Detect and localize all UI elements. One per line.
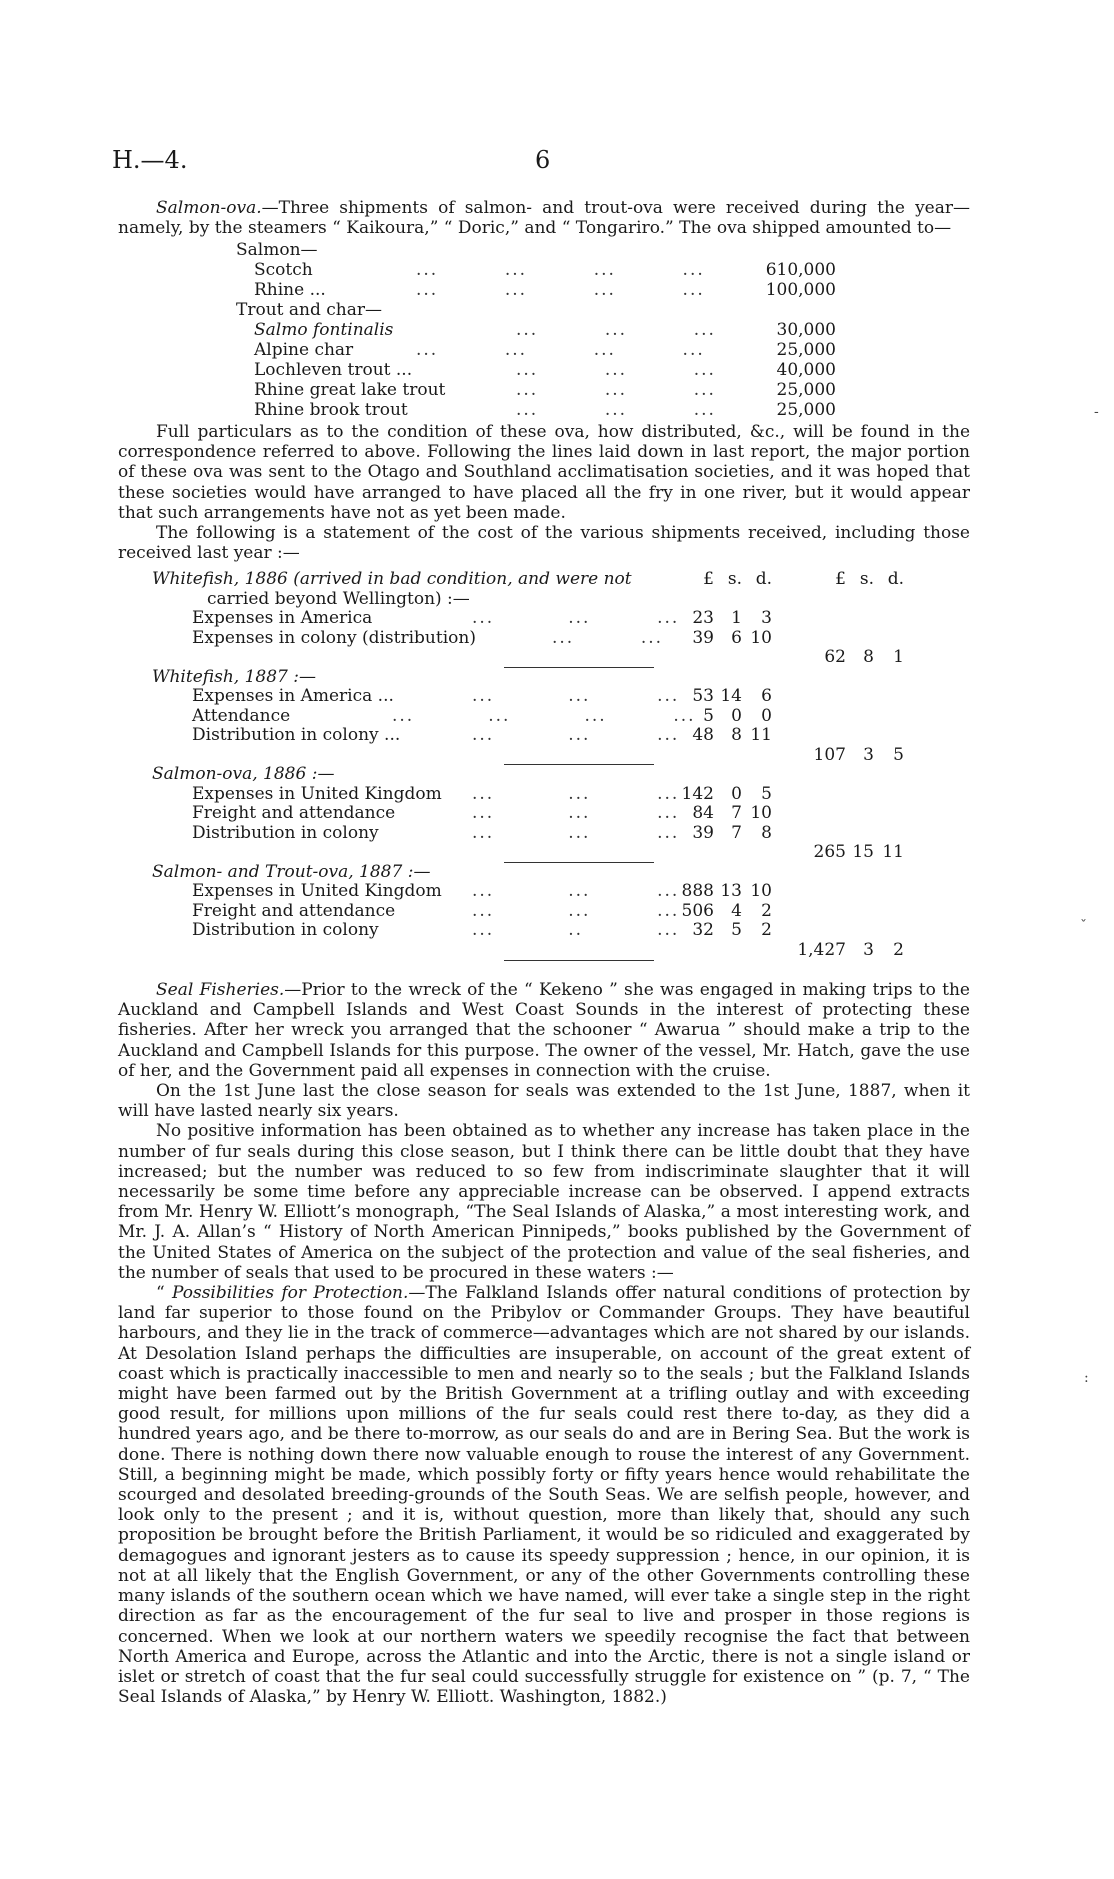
list-item: Scotch ... ... ... ... 610,000 bbox=[254, 260, 836, 280]
cost-statement: Whitefish, 1886 (arrived in bad condition, and were not £ s. d. £ s. d. carried beyond Wellington) :— Expenses in America ... ... ... 23 1 3 Expenses in colony (distribution) ... ... 39 6 10 62 8 1 Whitefish, 1887 :— Expenses in America ... ... ... ... 53 14 6 Attendance ... ... ... ... 5 0 0 Distribution in colony ... ... ... ... 48 8 11 107 3 5 Salmon-ova, 1886 :— Expenses in United Kingdom ... ... ... 142 0 5 Freight and attendance ... ... ... 84 7 10 Distribution in colony ... ... ... 39 7 8 265 15 11 Salmon- and Trout-ova, 1887 :— Expenses in United Kingdom ... ... ... 888 13 10 Freight and attendance ... ... ... 506 4 2 Distribution in colony ... .. ... 32 5 2 1,427 3 2 bbox=[152, 570, 912, 960]
paragraph: Full particulars as to the condition of these ova, how distributed, &c., will be found in the correspondence referred to above. Following the lines laid down in last report, the major portion of these ova was sent to the Otago and Southland acclimatisation societies, and it was hoped that these societies would have arranged to have placed all the fry in one river, but it would appear that such arrangements have not as yet been made. bbox=[118, 422, 970, 523]
list-item: Rhine great lake trout ... ... ... 25,000 bbox=[254, 380, 836, 400]
table-row: Distribution in colony ... ... ... ... 48 8 11 bbox=[192, 725, 772, 745]
salmon-heading: Salmon— bbox=[236, 240, 318, 260]
table-row: Distribution in colony ... ... ... 39 7 8 bbox=[192, 822, 772, 843]
col-header-2: £ s. d. bbox=[835, 569, 904, 589]
list-item: Rhine brook trout ... ... ... 25,000 bbox=[254, 400, 836, 420]
cost-section-title: Salmon-ova, 1886 :— bbox=[152, 764, 335, 784]
paragraph: The following is a statement of the cost of the various shipments received, including those received last year :— bbox=[118, 523, 970, 564]
table-row: Freight and attendance ... ... ... 506 4 2 bbox=[192, 900, 772, 921]
seal-fisheries-section bbox=[118, 980, 970, 1707]
list-item: Lochleven trout ... ... ... ... 40,000 bbox=[254, 360, 836, 380]
paragraph: “ Possibilities for Protection.—The Falkland Islands offer natural conditions of protection by land far superior to those found on the Pribylov or Commander Groups. They have beautiful harbours, and they lie in the track of commerce—advantages which are not shared by our islands. At Desolation Island perhaps the difficulties are insuperable, on account of the great extent of coast which is practically inaccessible to men and nearly so to the seals ; but the Falkland Islands might have been farmed out by the British Government at a trifling outlay and with exceeding good result, for millions upon millions of the fur seals could rest there to-day, as they did a hundred years ago, and be there to-morrow, as our seals do and are in Bering Sea. But the work is done. There is nothing down there now valuable enough to rouse the interest of any Government. Still, a beginning might be made, which possibly forty or fifty years hence would rehabilitate the scourged and desolated breeding-grounds of the South Seas. We are selfish people, however, and look only to the present ; and it is, without question, more than likely that, should any such proposition be brought before the British Parliament, it would be so ridiculed and exaggerated by demagogues and ignorant jesters as to cause its speedy suppression ; hence, in our opinion, it is not at all likely that the English Government, or any of the other Governments controlling these many islands of the southern ocean which we have named, will ever take a single step in the right direction as far as the encouragement of the fur seal to live and prosper in those regions is concerned. When we look at our northern waters we speedily recognise the fact that between North America and Europe, across the Atlantic and into the Arctic, there is not a single island or islet or stretch of coast that the fur seal could successfully struggle for existence on ” (p. 7, “ The Seal Islands of Alaska,” by Henry W. Elliott. Washington, 1882.) bbox=[118, 1283, 970, 1708]
cost-section-title: Whitefish, 1887 :— bbox=[152, 666, 316, 687]
table-row: Distribution in colony ... .. ... 32 5 2 bbox=[192, 920, 772, 940]
page-number: 6 bbox=[535, 146, 551, 174]
col-header-1: £ s. d. bbox=[703, 569, 772, 589]
subtotal-rule bbox=[504, 667, 654, 668]
margin-mark: ˇ bbox=[1080, 918, 1087, 934]
subtotal-rule bbox=[504, 862, 654, 863]
intro-lead: Salmon-ova. bbox=[156, 198, 262, 218]
intro-paragraph bbox=[118, 198, 970, 238]
document-reference: H.—4. bbox=[112, 146, 188, 174]
table-row: Expenses in United Kingdom ... ... ... 888 13 10 bbox=[192, 881, 772, 901]
table-row: 265 15 11 bbox=[813, 842, 904, 862]
paragraph: On the 1st June last the close season for seals was extended to the 1st June, 1887, when it will have lasted nearly six years. bbox=[118, 1081, 970, 1122]
paragraph: Seal Fisheries.—Prior to the wreck of the “ Kekeno ” she was engaged in making trips to the Auckland and Campbell Islands and West Coast Sounds in the interest of protecting these fisheries. After her wreck you arranged that the schooner “ Awarua ” should make a trip to the Auckland and Campbell Islands for this purpose. The owner of the vessel, Mr. Hatch, gave the use of her, and the Government paid all expenses in connection with the cruise. bbox=[118, 980, 970, 1081]
list-item: Rhine ... ... ... ... ... 100,000 bbox=[254, 280, 836, 300]
cost-section-title: Whitefish, 1886 (arrived in bad condition, and were not bbox=[152, 569, 632, 589]
table-row: Expenses in colony (distribution) ... ... 39 6 10 bbox=[192, 627, 772, 648]
subtotal-rule bbox=[504, 960, 654, 961]
seal-lead: Seal Fisheries. bbox=[156, 980, 285, 1000]
quote-lead: Possibilities for Protection. bbox=[171, 1283, 409, 1304]
paragraph: No positive information has been obtained as to whether any increase has taken place in the number of fur seals during this close season, but I think there can be little doubt that they have increased; but the number was reduced to so few from indiscriminate slaughter that it will necessarily be some time before any appreciable increase can be observed. I append extracts from Mr. Henry W. Elliott’s monograph, “The Seal Islands of Alaska,” a most interesting work, and Mr. J. A. Allan’s “ History of North American Pinnipeds,” books published by the Government of the United States of America on the subject of the protection and value of the seal fisheries, and the number of seals that used to be procured in these waters :— bbox=[118, 1121, 970, 1283]
subtotal-rule bbox=[504, 764, 654, 765]
table-row: 62 8 1 bbox=[824, 647, 904, 667]
margin-mark: : bbox=[1084, 1370, 1089, 1386]
table-row: Expenses in America ... ... ... ... 53 14 6 bbox=[192, 686, 772, 706]
ova-list bbox=[236, 240, 836, 420]
table-row: 107 3 5 bbox=[813, 744, 904, 765]
list-item: Salmo fontinalis ... ... ... 30,000 bbox=[254, 320, 836, 340]
trout-heading: Trout and char— bbox=[236, 300, 382, 320]
table-row: Freight and attendance ... ... ... 84 7 10 bbox=[192, 803, 772, 823]
list-item: Alpine char ... ... ... ... 25,000 bbox=[254, 340, 836, 360]
table-row: Expenses in America ... ... ... 23 1 3 bbox=[192, 608, 772, 628]
margin-mark: - bbox=[1094, 404, 1099, 420]
table-row: 1,427 3 2 bbox=[797, 939, 904, 960]
cost-section-title: Salmon- and Trout-ova, 1887 :— bbox=[152, 861, 431, 882]
table-row: Attendance ... ... ... ... 5 0 0 bbox=[192, 705, 772, 726]
table-row: Expenses in United Kingdom ... ... ... 142 0 5 bbox=[192, 783, 772, 804]
ova-particulars bbox=[118, 422, 970, 563]
intro-text: —Three shipments of salmon- and trout-ova were received during the year—namely, by the steamers “ Kaikoura,” “ Doric,” and “ Tongariro.” The ova shipped amounted to— bbox=[118, 198, 970, 239]
